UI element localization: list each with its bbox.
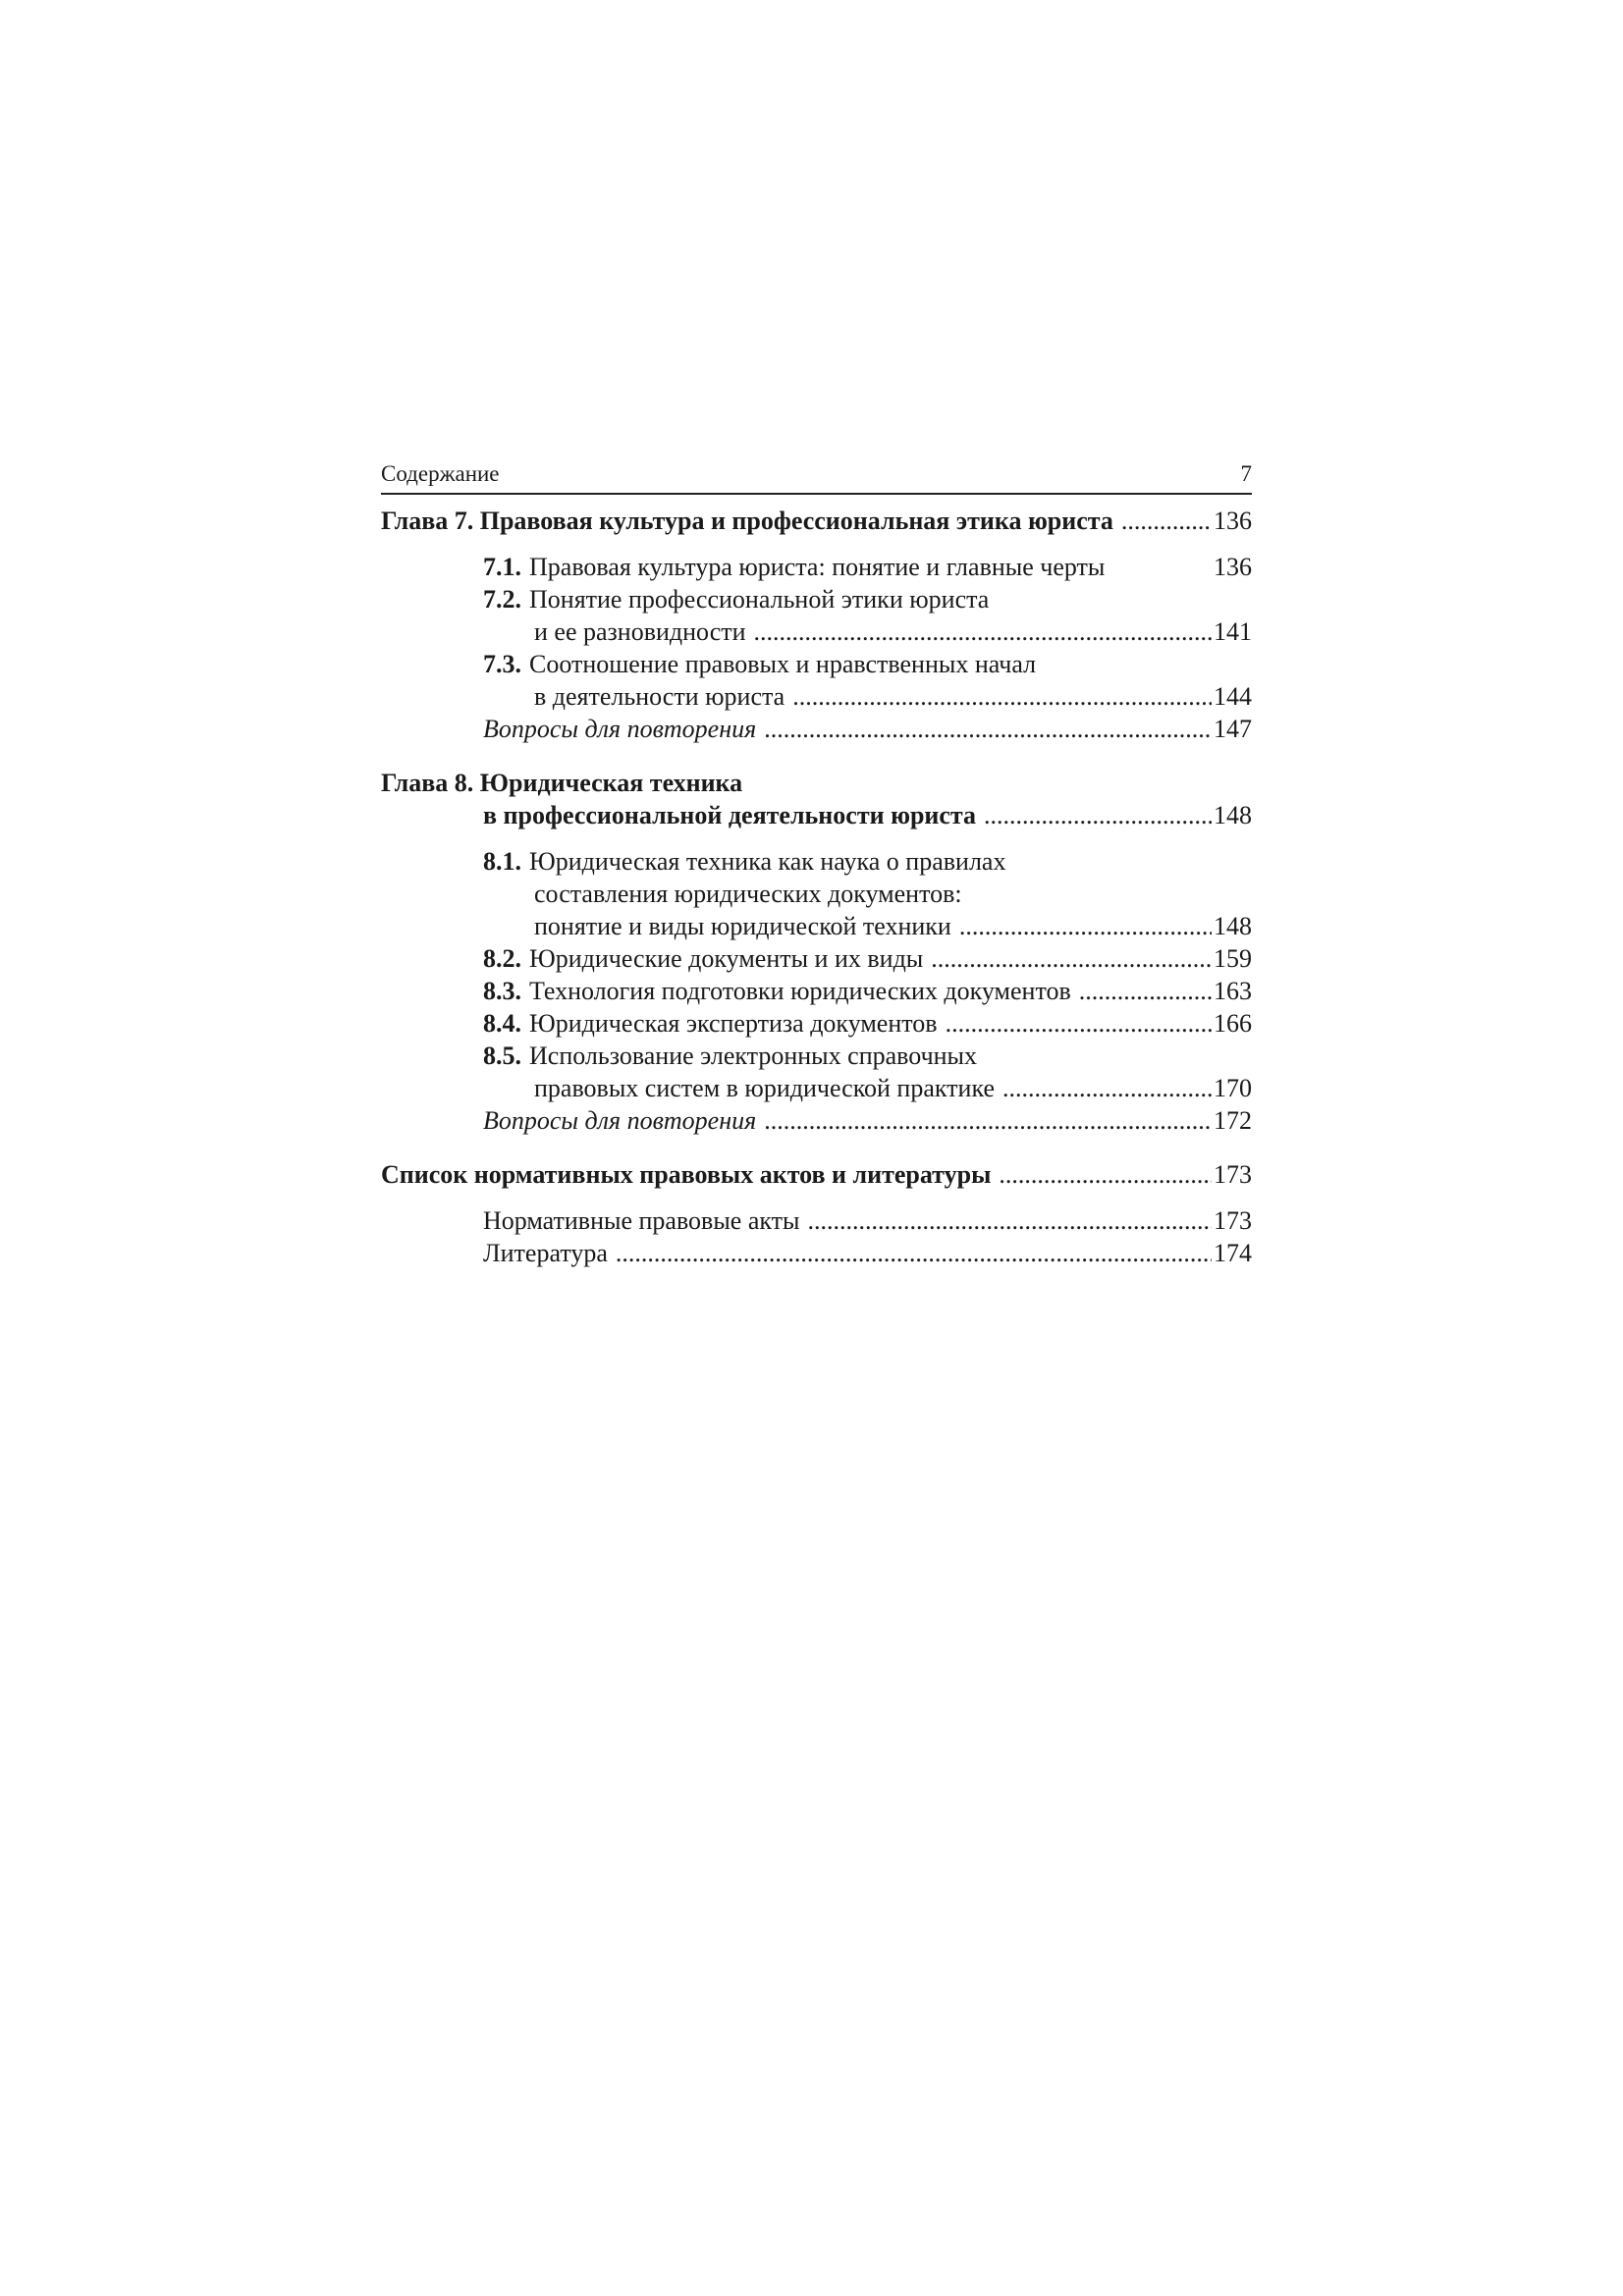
section-title-line-1: Использование электронных справочных (529, 1041, 978, 1070)
section-page: 170 (1214, 1074, 1252, 1102)
section-title-line-1: Понятие профессиональной этики юриста (529, 585, 990, 614)
section-page: 163 (1214, 977, 1252, 1005)
toc-entry-chapter-8 (381, 767, 1252, 799)
section-number: 8.1. (483, 847, 521, 876)
chapter-8-title-line-1: Глава 8. Юридическая техника (381, 769, 743, 797)
section-page: 141 (1214, 617, 1252, 646)
toc-entry-7-2-cont (381, 615, 1252, 648)
toc-entry-chapter-7 (381, 505, 1252, 537)
leader-dots (946, 1007, 1212, 1040)
section-page: 136 (1214, 553, 1252, 581)
toc-page (381, 461, 1252, 1269)
section-title-line-2: в деятельности юриста (534, 682, 785, 711)
leader-dots (808, 1204, 1213, 1237)
questions-title: Вопросы для повторения (483, 715, 757, 743)
toc-entry-8-3 (381, 975, 1252, 1007)
leader-dots (754, 615, 1212, 648)
header-title: Содержание (381, 461, 500, 486)
references-title: Список нормативных правовых актов и литературы (381, 1160, 992, 1189)
leader-dots (999, 1158, 1212, 1191)
toc-entry-7-2 (381, 583, 1252, 615)
chapter-7-page: 136 (1214, 507, 1252, 535)
references-page: 173 (1214, 1160, 1252, 1189)
leader-dots (1002, 1072, 1212, 1104)
section-page: 166 (1214, 1009, 1252, 1038)
leader-dots (764, 713, 1212, 745)
leader-dots (984, 799, 1212, 831)
toc-entry-8-1-cont-2 (381, 910, 1252, 942)
section-title: Юридические документы и их виды (529, 944, 924, 973)
section-page: 144 (1214, 682, 1252, 711)
toc-entry-7-3 (381, 648, 1252, 680)
section-title-line-2: составления юридических документов: (534, 880, 962, 908)
toc-entry-8-questions (381, 1104, 1252, 1137)
questions-page: 147 (1214, 715, 1252, 743)
toc-entry-8-4 (381, 1007, 1252, 1040)
section-number: 8.4. (483, 1009, 521, 1038)
section-title: Правовая культура юриста: понятие и главные черты (529, 553, 1106, 581)
section-title-line-1: Соотношение правовых и нравственных начал (529, 650, 1037, 678)
leader-dots (959, 910, 1212, 942)
section-number: 7.1. (483, 553, 521, 581)
header-page-number: 7 (1240, 461, 1252, 486)
section-title-line-2: и ее разновидности (534, 617, 746, 646)
toc-entry-chapter-8-cont (381, 799, 1252, 831)
toc-entry-8-1 (381, 845, 1252, 878)
leader-dots (616, 1237, 1212, 1269)
leader-dots (931, 942, 1212, 975)
toc-entry-8-5 (381, 1040, 1252, 1072)
section-title-line-3: понятие и виды юридической техники (534, 912, 951, 940)
toc-entry-references (381, 1158, 1252, 1191)
questions-page: 172 (1214, 1106, 1252, 1135)
literature-title: Литература (483, 1239, 608, 1267)
leader-dots (1121, 505, 1212, 537)
toc-entry-8-5-cont (381, 1072, 1252, 1104)
section-number: 7.2. (483, 585, 521, 614)
section-title-line-2: правовых систем в юридической практике (534, 1074, 995, 1102)
chapter-7-title: Глава 7. Правовая культура и профессиональная этика юриста (381, 507, 1113, 535)
section-page: 159 (1214, 944, 1252, 973)
section-title: Юридическая экспертиза документов (529, 1009, 938, 1038)
section-number: 8.5. (483, 1041, 521, 1070)
section-number: 8.3. (483, 977, 521, 1005)
toc-entry-7-1 (381, 551, 1252, 583)
section-page: 148 (1214, 912, 1252, 940)
chapter-8-page: 148 (1214, 801, 1252, 829)
leader-dots (764, 1104, 1212, 1137)
toc-entry-7-3-cont (381, 680, 1252, 713)
toc-entry-8-1-cont (381, 878, 1252, 910)
questions-title: Вопросы для повторения (483, 1106, 757, 1135)
section-title-line-1: Юридическая техника как наука о правилах (529, 847, 1006, 876)
normative-acts-page: 173 (1214, 1206, 1252, 1235)
chapter-8-title-line-2: в профессиональной деятельности юриста (483, 801, 977, 829)
leader-dots (792, 680, 1212, 713)
running-header (381, 461, 1252, 495)
toc-entry-normative-acts (381, 1204, 1252, 1237)
leader-dots (1079, 975, 1212, 1007)
toc-entry-literature (381, 1237, 1252, 1269)
literature-page: 174 (1214, 1239, 1252, 1267)
normative-acts-title: Нормативные правовые акты (483, 1206, 800, 1235)
section-number: 7.3. (483, 650, 521, 678)
toc-entry-7-questions (381, 713, 1252, 745)
section-title: Технология подготовки юридических документов (529, 977, 1071, 1005)
section-number: 8.2. (483, 944, 521, 973)
toc-entry-8-2 (381, 942, 1252, 975)
